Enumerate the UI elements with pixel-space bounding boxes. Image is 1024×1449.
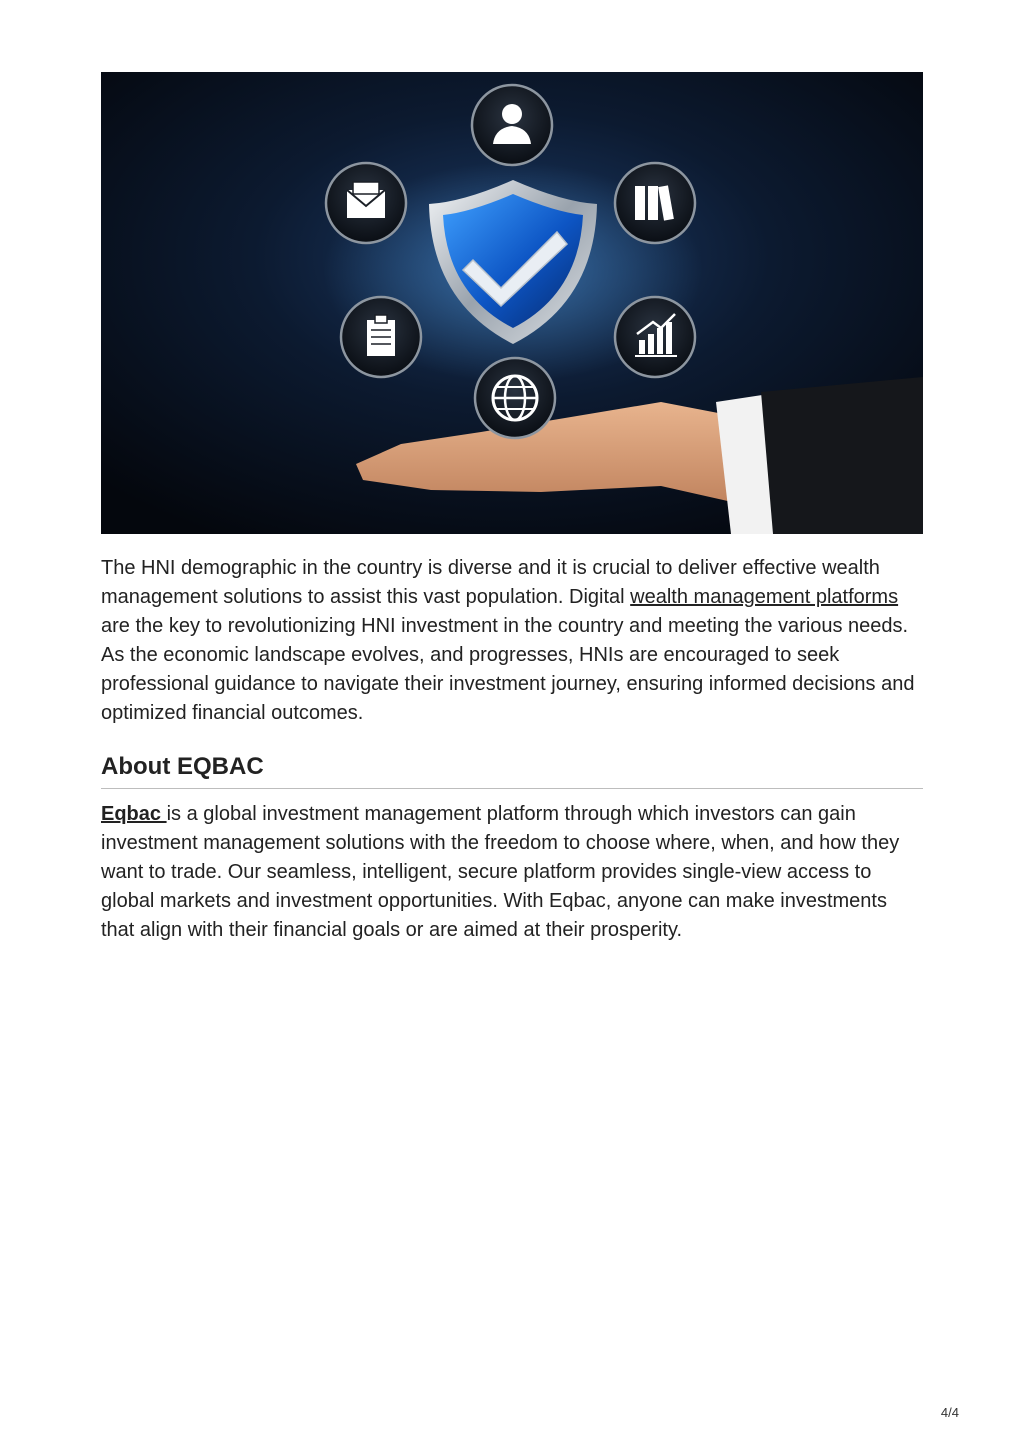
binders-icon <box>615 163 695 243</box>
growth-chart-icon <box>615 297 695 377</box>
page-number: 4/4 <box>940 1405 959 1420</box>
heading-divider <box>101 788 923 789</box>
user-icon <box>472 85 552 165</box>
hero-image <box>101 72 923 534</box>
intro-text-start: The HNI demographic in the country is diverse and it is crucial to deliver effective wealth management solutions to assist this vast population. Digital <box>101 557 880 608</box>
clipboard-icon <box>341 297 421 377</box>
eqbac-link[interactable]: Eqbac <box>101 803 167 825</box>
about-heading: About EQBAC <box>101 753 264 780</box>
intro-paragraph <box>101 554 923 728</box>
about-paragraph <box>101 800 923 945</box>
globe-icon <box>475 358 555 438</box>
about-text: is a global investment management platform through which investors can gain investment management solutions with the freedom to choose where, when, and how they want to trade. Our seamless, intelligent, secure platform provides single-view access to global markets and investment opportunities. With Eqbac, anyone can make investments that align with their financial goals or are aimed at their prosperity. <box>101 803 900 941</box>
mail-icon <box>326 163 406 243</box>
wealth-management-link[interactable]: wealth management platforms <box>630 586 899 608</box>
intro-text-end: are the key to revolutionizing HNI investment in the country and meeting the various needs. As the economic landscape evolves, and progresses, HNIs are encouraged to seek professional guidance to navigate their investment journey, ensuring informed decisions and optimized financial outcomes. <box>101 615 915 724</box>
